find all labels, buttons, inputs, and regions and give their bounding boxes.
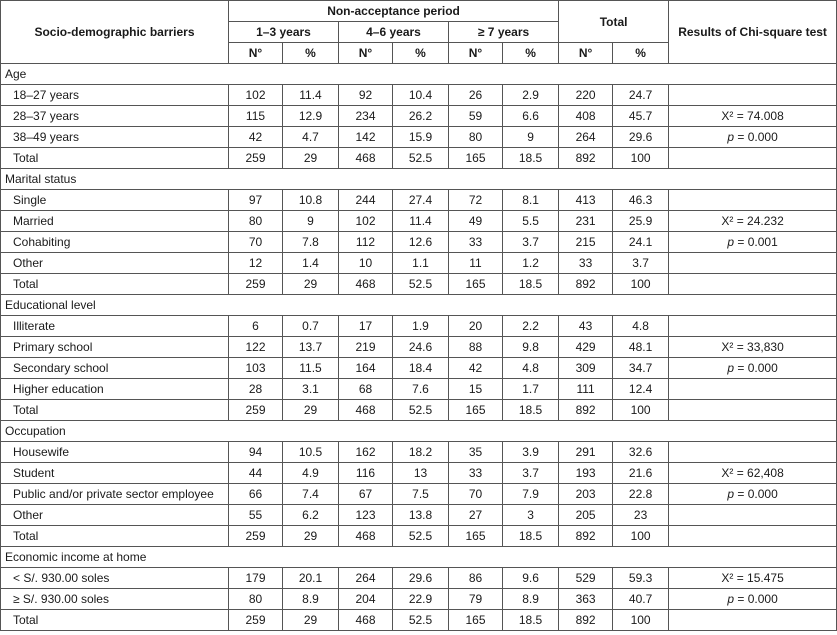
percent-cell: 32.6 [613,442,669,463]
table-row [1,379,837,400]
percent-cell: 29 [283,148,339,169]
percent-cell: 46.3 [613,190,669,211]
count-cell: 264 [559,127,613,148]
count-cell: 49 [449,211,503,232]
count-cell: 162 [339,442,393,463]
count-cell: 234 [339,106,393,127]
table-row [1,505,837,526]
percent-cell: 40.7 [613,589,669,610]
count-cell: 193 [559,463,613,484]
count-cell: 26 [449,85,503,106]
percent-cell: 10.5 [283,442,339,463]
table-row [1,358,837,379]
percent-cell: 6.2 [283,505,339,526]
percent-cell: 23 [613,505,669,526]
percent-cell: 11.4 [283,85,339,106]
percent-cell: 18.2 [393,442,449,463]
count-cell: 20 [449,316,503,337]
chi-square-cell [669,85,837,106]
table-body [1,64,837,631]
count-cell: 413 [559,190,613,211]
table-row [1,253,837,274]
count-cell: 259 [229,610,283,631]
header-pct: % [613,43,669,64]
table-row [1,85,837,106]
percent-cell: 24.6 [393,337,449,358]
count-cell: 43 [559,316,613,337]
percent-cell: 9.8 [503,337,559,358]
header-pct: % [503,43,559,64]
count-cell: 97 [229,190,283,211]
percent-cell: 52.5 [393,274,449,295]
count-cell: 165 [449,610,503,631]
chi-square-cell [669,379,837,400]
count-cell: 35 [449,442,503,463]
count-cell: 44 [229,463,283,484]
percent-cell: 12.4 [613,379,669,400]
percent-cell: 8.9 [503,589,559,610]
count-cell: 27 [449,505,503,526]
percent-cell: 4.8 [613,316,669,337]
count-cell: 468 [339,400,393,421]
row-label: Secondary school [1,358,229,379]
section-title: Economic income at home [1,547,837,568]
row-label: Cohabiting [1,232,229,253]
count-cell: 42 [229,127,283,148]
chi-square-cell: p = 0.000 [669,358,837,379]
table-row [1,337,837,358]
count-cell: 264 [339,568,393,589]
percent-cell: 3.7 [503,232,559,253]
count-cell: 165 [449,274,503,295]
count-cell: 116 [339,463,393,484]
percent-cell: 52.5 [393,148,449,169]
row-label: Total [1,400,229,421]
percent-cell: 12.6 [393,232,449,253]
table-row [1,232,837,253]
row-label: Total [1,148,229,169]
table-row [1,568,837,589]
table-row [1,484,837,505]
table-row [1,589,837,610]
chi-square-cell: X² = 62,408 [669,463,837,484]
count-cell: 215 [559,232,613,253]
count-cell: 55 [229,505,283,526]
percent-cell: 13 [393,463,449,484]
percent-cell: 4.8 [503,358,559,379]
table-row [1,610,837,631]
section-row [1,547,837,568]
row-label: < S/. 930.00 soles [1,568,229,589]
count-cell: 220 [559,85,613,106]
table-row [1,316,837,337]
count-cell: 59 [449,106,503,127]
percent-cell: 48.1 [613,337,669,358]
percent-cell: 10.8 [283,190,339,211]
percent-cell: 18.5 [503,274,559,295]
header-period-2: 4–6 years [339,22,449,43]
chi-square-cell [669,253,837,274]
row-label: Illiterate [1,316,229,337]
chi-square-cell [669,526,837,547]
row-label: Higher education [1,379,229,400]
percent-cell: 3.7 [503,463,559,484]
count-cell: 66 [229,484,283,505]
count-cell: 164 [339,358,393,379]
count-cell: 12 [229,253,283,274]
count-cell: 15 [449,379,503,400]
table-header [1,1,837,64]
count-cell: 231 [559,211,613,232]
table-row [1,148,837,169]
count-cell: 363 [559,589,613,610]
percent-cell: 13.8 [393,505,449,526]
count-cell: 259 [229,274,283,295]
percent-cell: 3.7 [613,253,669,274]
percent-cell: 45.7 [613,106,669,127]
percent-cell: 1.1 [393,253,449,274]
count-cell: 115 [229,106,283,127]
percent-cell: 25.9 [613,211,669,232]
percent-cell: 29 [283,610,339,631]
percent-cell: 29 [283,526,339,547]
percent-cell: 100 [613,526,669,547]
count-cell: 6 [229,316,283,337]
percent-cell: 11.4 [393,211,449,232]
header-barriers: Socio-demographic barriers [1,1,229,64]
percent-cell: 59.3 [613,568,669,589]
percent-cell: 18.5 [503,400,559,421]
count-cell: 88 [449,337,503,358]
percent-cell: 52.5 [393,526,449,547]
count-cell: 205 [559,505,613,526]
row-label: Married [1,211,229,232]
count-cell: 244 [339,190,393,211]
count-cell: 68 [339,379,393,400]
percent-cell: 100 [613,274,669,295]
section-title: Educational level [1,295,837,316]
chi-square-cell: p = 0.000 [669,484,837,505]
count-cell: 165 [449,400,503,421]
percent-cell: 52.5 [393,610,449,631]
percent-cell: 8.9 [283,589,339,610]
percent-cell: 1.2 [503,253,559,274]
row-label: 18–27 years [1,85,229,106]
row-label: 38–49 years [1,127,229,148]
count-cell: 33 [559,253,613,274]
percent-cell: 18.5 [503,610,559,631]
header-n: N° [449,43,503,64]
row-label: ≥ S/. 930.00 soles [1,589,229,610]
percent-cell: 3.9 [503,442,559,463]
percent-cell: 3.1 [283,379,339,400]
count-cell: 892 [559,526,613,547]
percent-cell: 1.7 [503,379,559,400]
section-row [1,421,837,442]
percent-cell: 18.5 [503,148,559,169]
percent-cell: 7.5 [393,484,449,505]
table-row [1,190,837,211]
percent-cell: 24.1 [613,232,669,253]
row-label: Public and/or private sector employee [1,484,229,505]
count-cell: 892 [559,274,613,295]
chi-square-cell [669,148,837,169]
count-cell: 80 [449,127,503,148]
row-label: 28–37 years [1,106,229,127]
count-cell: 203 [559,484,613,505]
percent-cell: 4.9 [283,463,339,484]
chi-square-cell [669,505,837,526]
table-row [1,127,837,148]
percent-cell: 0.7 [283,316,339,337]
percent-cell: 18.4 [393,358,449,379]
table-row [1,274,837,295]
chi-square-cell: X² = 24.232 [669,211,837,232]
header-n: N° [229,43,283,64]
count-cell: 142 [339,127,393,148]
percent-cell: 3 [503,505,559,526]
count-cell: 94 [229,442,283,463]
count-cell: 70 [229,232,283,253]
percent-cell: 29 [283,274,339,295]
row-label: Total [1,526,229,547]
count-cell: 179 [229,568,283,589]
header-chi: Results of Chi-square test [669,1,837,64]
table-row [1,442,837,463]
percent-cell: 27.4 [393,190,449,211]
percent-cell: 1.4 [283,253,339,274]
percent-cell: 7.4 [283,484,339,505]
count-cell: 111 [559,379,613,400]
chi-square-cell: p = 0.000 [669,127,837,148]
count-cell: 259 [229,526,283,547]
percent-cell: 7.9 [503,484,559,505]
percent-cell: 9 [283,211,339,232]
percent-cell: 100 [613,400,669,421]
percent-cell: 26.2 [393,106,449,127]
percent-cell: 2.9 [503,85,559,106]
percent-cell: 4.7 [283,127,339,148]
count-cell: 468 [339,526,393,547]
chi-square-cell [669,400,837,421]
percent-cell: 10.4 [393,85,449,106]
count-cell: 17 [339,316,393,337]
section-title: Marital status [1,169,837,190]
count-cell: 80 [229,211,283,232]
count-cell: 67 [339,484,393,505]
count-cell: 892 [559,148,613,169]
section-title: Occupation [1,421,837,442]
header-n: N° [339,43,393,64]
table-row [1,211,837,232]
count-cell: 468 [339,274,393,295]
percent-cell: 100 [613,148,669,169]
percent-cell: 6.6 [503,106,559,127]
percent-cell: 18.5 [503,526,559,547]
header-pct: % [283,43,339,64]
row-label: Housewife [1,442,229,463]
count-cell: 219 [339,337,393,358]
percent-cell: 24.7 [613,85,669,106]
row-label: Total [1,274,229,295]
percent-cell: 29.6 [613,127,669,148]
chi-square-cell: p = 0.001 [669,232,837,253]
count-cell: 204 [339,589,393,610]
chi-square-cell [669,442,837,463]
count-cell: 42 [449,358,503,379]
percent-cell: 9 [503,127,559,148]
row-label: Other [1,505,229,526]
row-label: Student [1,463,229,484]
header-period-1: 1–3 years [229,22,339,43]
percent-cell: 29 [283,400,339,421]
percent-cell: 9.6 [503,568,559,589]
percent-cell: 34.7 [613,358,669,379]
percent-cell: 12.9 [283,106,339,127]
count-cell: 309 [559,358,613,379]
count-cell: 291 [559,442,613,463]
section-row [1,169,837,190]
percent-cell: 22.9 [393,589,449,610]
chi-square-cell [669,316,837,337]
table-row [1,106,837,127]
percent-cell: 100 [613,610,669,631]
count-cell: 123 [339,505,393,526]
percent-cell: 15.9 [393,127,449,148]
header-period-3: ≥ 7 years [449,22,559,43]
header-pct: % [393,43,449,64]
chi-square-cell: X² = 33,830 [669,337,837,358]
count-cell: 259 [229,400,283,421]
header-total: Total [559,1,669,43]
percent-cell: 22.8 [613,484,669,505]
count-cell: 892 [559,610,613,631]
count-cell: 86 [449,568,503,589]
table-row [1,400,837,421]
percent-cell: 20.1 [283,568,339,589]
section-row [1,64,837,85]
count-cell: 468 [339,148,393,169]
count-cell: 102 [339,211,393,232]
chi-square-cell: p = 0.000 [669,589,837,610]
count-cell: 529 [559,568,613,589]
count-cell: 11 [449,253,503,274]
chi-square-cell: X² = 74.008 [669,106,837,127]
row-label: Total [1,610,229,631]
percent-cell: 2.2 [503,316,559,337]
count-cell: 429 [559,337,613,358]
count-cell: 80 [229,589,283,610]
count-cell: 28 [229,379,283,400]
count-cell: 92 [339,85,393,106]
header-period-group: Non-acceptance period [229,1,559,22]
count-cell: 165 [449,148,503,169]
row-label: Other [1,253,229,274]
percent-cell: 7.6 [393,379,449,400]
count-cell: 468 [339,610,393,631]
table-row [1,463,837,484]
count-cell: 72 [449,190,503,211]
count-cell: 79 [449,589,503,610]
percent-cell: 29.6 [393,568,449,589]
header-n: N° [559,43,613,64]
count-cell: 122 [229,337,283,358]
percent-cell: 1.9 [393,316,449,337]
chi-square-cell: X² = 15.475 [669,568,837,589]
section-title: Age [1,64,837,85]
percent-cell: 52.5 [393,400,449,421]
percent-cell: 21.6 [613,463,669,484]
row-label: Primary school [1,337,229,358]
count-cell: 112 [339,232,393,253]
chi-square-cell [669,610,837,631]
count-cell: 103 [229,358,283,379]
percent-cell: 7.8 [283,232,339,253]
percent-cell: 8.1 [503,190,559,211]
row-label: Single [1,190,229,211]
count-cell: 259 [229,148,283,169]
count-cell: 892 [559,400,613,421]
count-cell: 33 [449,232,503,253]
count-cell: 33 [449,463,503,484]
count-cell: 70 [449,484,503,505]
percent-cell: 11.5 [283,358,339,379]
count-cell: 10 [339,253,393,274]
chi-square-cell [669,274,837,295]
count-cell: 408 [559,106,613,127]
percent-cell: 13.7 [283,337,339,358]
chi-square-cell [669,190,837,211]
percent-cell: 5.5 [503,211,559,232]
count-cell: 165 [449,526,503,547]
count-cell: 102 [229,85,283,106]
section-row [1,295,837,316]
table-row [1,526,837,547]
